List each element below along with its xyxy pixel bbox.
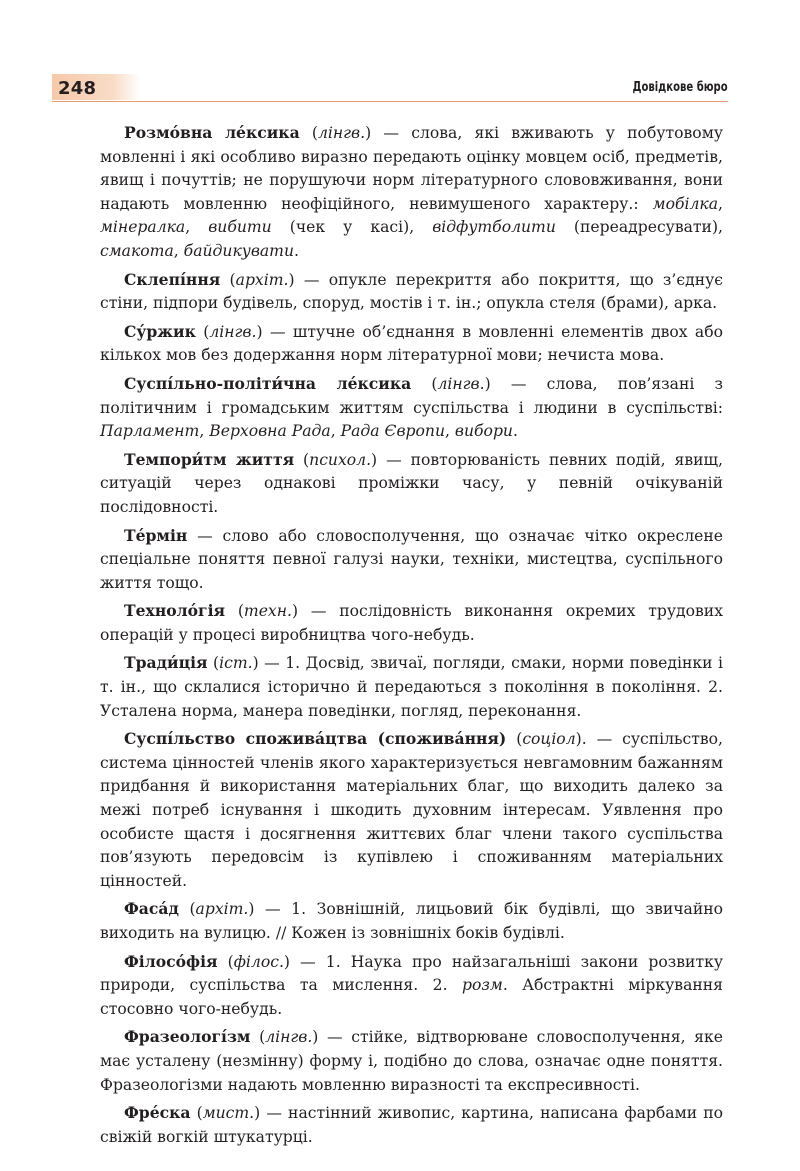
entry-term: Фаса́д: [124, 899, 179, 919]
entry-text: ,: [173, 241, 184, 260]
entry-term: Склепі́ння: [124, 269, 221, 289]
entry-text: — опукле перекриття або покриття, що з’єднує стіни, підпори будівель, споруд, мостів і т. ін.; опукла стеля (брами), арка.: [100, 270, 723, 313]
entry-label: лінгв.: [437, 374, 485, 393]
entry-text: — послідовність виконання окремих трудових операцій у процесі виробництва чого-небудь.: [100, 602, 723, 644]
entry-label: архіт.: [195, 900, 249, 919]
entry-text: ,: [718, 194, 723, 213]
entry-text: — настінний живопис, картина, написана фарбами по свіжій вогкій штукатурці.: [100, 1104, 723, 1146]
entry-text: — повторюваність певних подій, явищ, ситуацій через однакові проміжки часу, у певній очікуваній послідовності.: [100, 450, 724, 516]
glossary-entry: Тради́ція (іст.) — 1. Досвід, звичаї, погляди, смаки, норми поведінки і т. ін., що склалися історично й передаються з покоління в покоління. 2. Усталена норма, манера поведінки, погляд, переконання.: [100, 653, 723, 720]
entry-example: мінералка: [100, 218, 186, 237]
glossary-content: [100, 121, 723, 1153]
entry-label: архіт.: [235, 270, 289, 289]
entry-label: психол.: [309, 450, 372, 469]
entry-term: Фре́ска: [124, 1103, 191, 1123]
glossary-entry: Філосо́фія (філос.) — 1. Наука про найзагальніші закони розвитку природи, суспільства та мислення. 2. розм. Абстрактні міркування стосовно чого-небудь.: [100, 951, 723, 1018]
entry-example: вибити: [208, 218, 272, 237]
entry-example: розм: [462, 976, 503, 995]
glossary-entry: Склепі́ння (архіт.) — опукле перекриття або покриття, що з’єднує стіни, підпори будівель, споруд, мостів і т. ін.; опукла стеля (брами), арка.: [100, 269, 723, 313]
entry-text: — 1. Досвід, звичаї, погляди, смаки, норми поведінки і т. ін., що склалися історично й передаються з покоління в покоління. 2. Усталена норма, манера поведінки, погляд, переконання.: [100, 654, 723, 720]
glossary-entry: [100, 524, 723, 596]
glossary-entry: Суспі́льно-політи́чна ле́ксика (лінгв.) — слова, пов’язані з політичним і громадським життям суспільства і людини в суспільстві: Парламент, Верховна Рада, Рада Європи, вибори.: [100, 373, 723, 441]
entry-text: (чек у касі),: [271, 218, 433, 237]
entry-label: соціол: [522, 730, 576, 749]
entry-text: .: [294, 241, 299, 260]
entry-text: — стійке, відтворюване словосполучення, яке має усталену (незмінну) форму і, подібно до слова, означає одне поняття. Фразеологізми надають мовленню виразності та експресивності.: [100, 1028, 723, 1094]
entry-text: .: [512, 422, 518, 441]
entry-text: — слова, які вживають у побутовому мовленні і які особливо виразно передають оцінку мовцем осіб, предметів, явищ і почуттів; не порушуючи норм літературного слововживання, вони надають мовленню неофіційного, невимушеного характеру.:: [100, 124, 723, 213]
glossary-entry: Су́ржик (лінгв.) — штучне об’єднання в мовленні елементів двох або кількох мов без додержання норм літературної мови; нечиста мова.: [100, 321, 723, 365]
entry-example: смакота: [100, 241, 174, 260]
entry-example: мобілка: [652, 194, 719, 213]
entry-example: Верховна Рада: [209, 422, 331, 441]
entry-text: ,: [330, 422, 341, 441]
entry-term: Суспі́льно-політи́чна ле́ксика: [124, 373, 412, 393]
entry-term: Су́ржик: [124, 321, 196, 341]
header-rule: [52, 101, 728, 102]
entry-text: . — суспільство, система цінностей членів якого характеризується невгамовним бажанням придбання й використання матеріальних благ, що виходить далеко за межі потреб існування і шкодить духовним інтересам. Уявлення про особисте щастя і досягнення життєвих благ члени такого суспільства пов’язують передовсім із купівлею і споживанням матеріальних цінностей.: [100, 730, 723, 890]
entry-label: іст.: [219, 654, 253, 673]
entry-term: Розмо́вна ле́ксика: [124, 123, 300, 142]
page-header: [52, 72, 728, 102]
section-title: Довідкове бюро: [632, 80, 728, 95]
glossary-entry: Темпори́тм життя (психол.) — повторюваність певних подій, явищ, ситуацій через однакові проміжки часу, у певній очікуваній послідовності.: [100, 449, 724, 516]
entry-label: техн.: [243, 602, 292, 621]
entry-term: Темпори́тм життя: [124, 449, 295, 469]
entry-text: — штучне об’єднання в мовленні елементів двох або кількох мов без додержання норм літературної мови; нечиста мова.: [100, 322, 723, 365]
glossary-entry: Фаса́д (архіт.) — 1. Зовнішній, лицьовий бік будівлі, що звичайно виходить на вулицю. // Кожен із зовнішніх боків будівлі.: [100, 899, 723, 942]
entry-term: Техноло́гія: [124, 601, 226, 621]
entry-example: Парламент: [100, 422, 200, 441]
entry-text: — слово або словосполучення, що означає чітко окреслене спеціальне поняття певної галузі науки, техніки, мистецтва, суспільного життя тощо.: [100, 526, 723, 592]
entry-term: Те́рмін: [124, 525, 188, 545]
entry-text: . Абстрактні міркування стосовно чого-небудь.: [100, 976, 723, 1018]
entry-example: відфутболити: [432, 218, 556, 237]
entry-example: Рада Європи: [340, 422, 445, 441]
entry-example: вибори: [454, 422, 513, 441]
entry-text: ,: [185, 218, 209, 237]
entry-label: лінгв.: [265, 1028, 313, 1047]
page-number-tab: [52, 74, 140, 100]
glossary-entry: Фразеологі́зм (лінгв.) — стійке, відтворюване словосполучення, яке має усталену (незмінну) форму і, подібно до слова, означає одне поняття. Фразеологізми надають мовленню виразності та експресивності.: [100, 1027, 723, 1094]
page-number: 248: [58, 78, 97, 99]
glossary-entry: Розмо́вна ле́ксика (лінгв.) — слова, які вживають у побутовому мовленні і які особливо виразно передають оцінку мовцем осіб, предметів, явищ і почуттів; не порушуючи норм літературного слововживання, вони надають мовленню неофіційного, невимушеного характеру.: мобілка, мінералка, вибити (чек у касі), відфутболити (переадресувати), смакота, байдикувати.: [100, 123, 723, 260]
entry-label: мист.: [202, 1104, 255, 1123]
entry-text: (переадресувати),: [555, 218, 723, 237]
entry-term: Тради́ція: [124, 653, 208, 673]
entry-text: ,: [199, 422, 210, 441]
entry-label: лінгв.: [209, 322, 257, 341]
glossary-entry: Техноло́гія (техн.) — послідовність виконання окремих трудових операцій у процесі виробництва чого-небудь.: [100, 601, 723, 644]
entry-term: Філосо́фія: [124, 951, 218, 971]
glossary-entry: Фре́ска (мист.) — настінний живопис, картина, написана фарбами по свіжій вогкій штукатурці.: [100, 1103, 723, 1146]
entry-label: філос.: [233, 952, 284, 971]
entry-term: Суспі́льство спожива́цтва (спожива́ння): [124, 729, 507, 749]
entry-label: лінгв.: [317, 124, 366, 142]
entry-text: — 1. Зовнішній, лицьовий бік будівлі, що звичайно виходить на вулицю. // Кожен із зовнішніх боків будівлі.: [100, 900, 723, 942]
glossary-entry: Суспі́льство спожива́цтва (спожива́ння) (соціол). — суспільство, система цінностей членів якого характеризується невгамовним бажанням придбання й використання матеріальних благ, що виходить далеко за межі потреб існування і шкодить духовним інтересам. Уявлення про особисте щастя і досягнення життєвих благ члени такого суспільства пов’язують передовсім із купівлею і споживанням матеріальних цінностей.: [100, 729, 723, 890]
entry-text: — 1. Наука про найзагальніші закони розвитку природи, суспільства та мислення. 2.: [100, 952, 723, 995]
entry-text: ,: [445, 422, 455, 441]
entry-text: — слова, пов’язані з політичним і громадським життям суспільства і людини в суспільстві:: [100, 374, 723, 417]
entry-example: байдикувати: [183, 241, 295, 260]
entry-term: Фразеологі́зм: [124, 1027, 251, 1047]
